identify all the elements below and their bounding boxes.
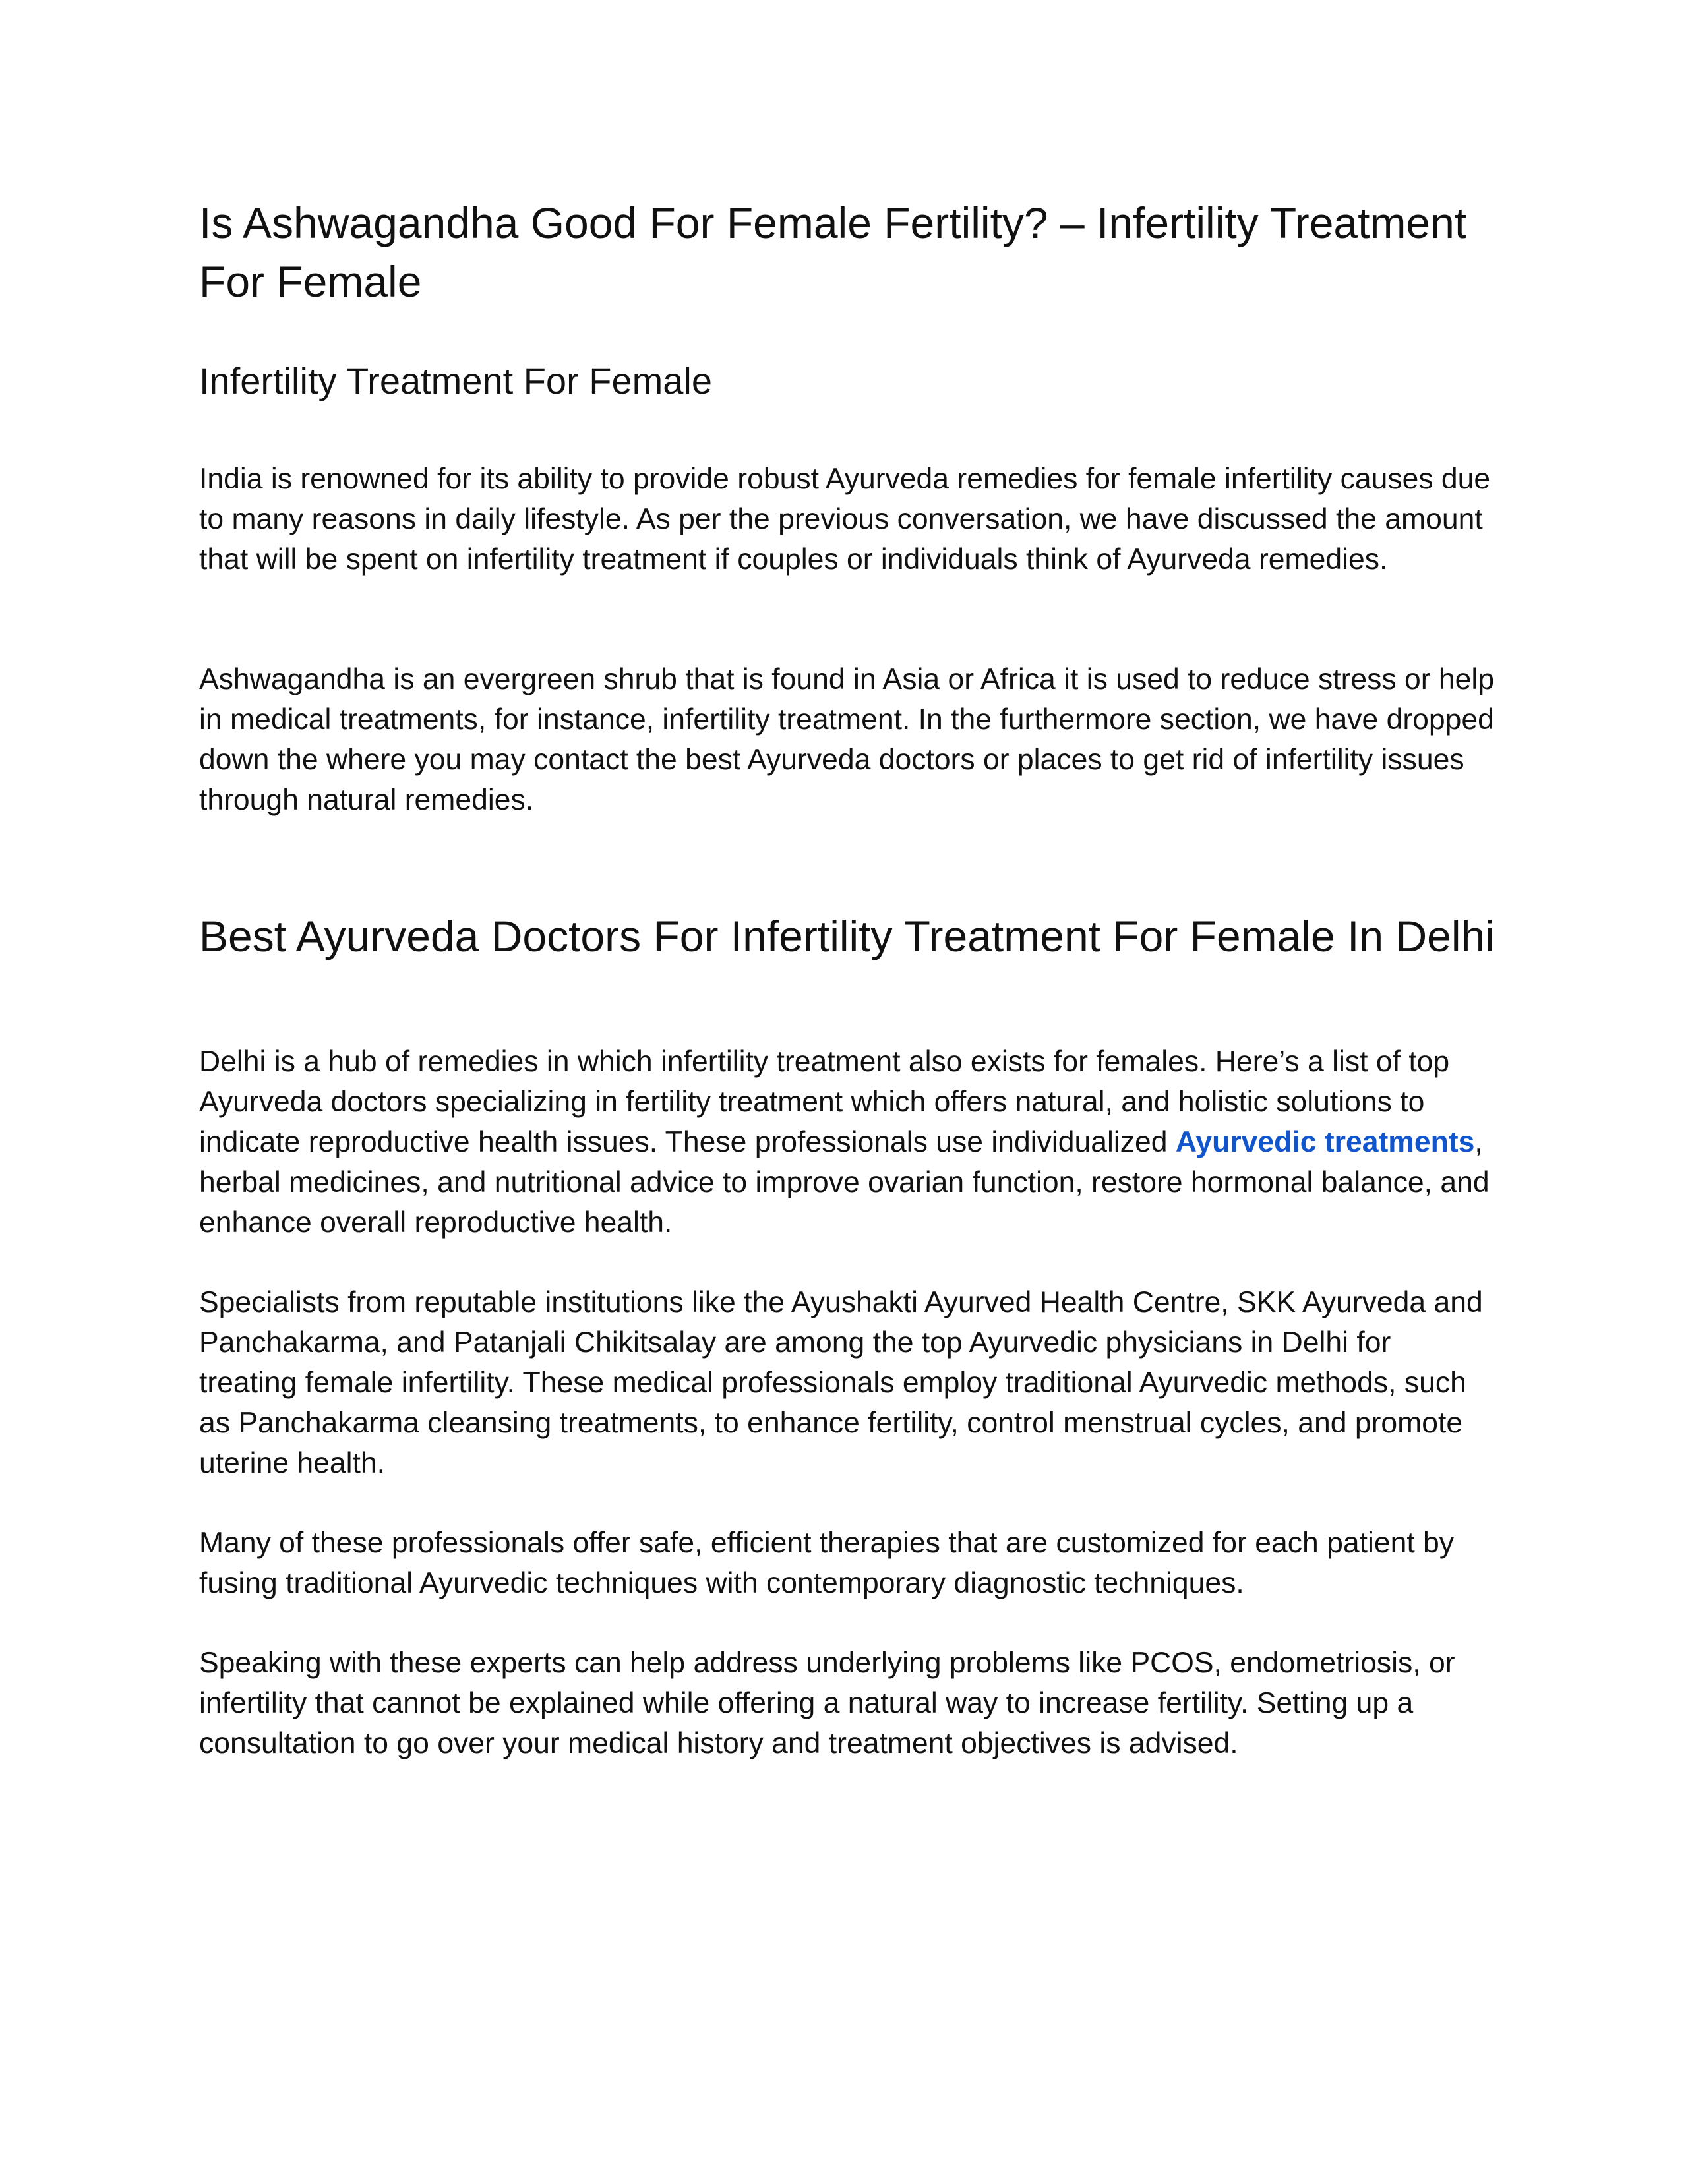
page-title: Is Ashwagandha Good For Female Fertility? – Infertility Treatment For Female xyxy=(199,198,1467,306)
intro-paragraph-2: Ashwagandha is an evergreen shrub that is found in Asia or Africa it is used to reduce stress or help in medical treatments, for instance, infertility treatment. In the furthermore section, we have dropped down the where you may contact the best Ayurveda doctors or places to get rid of infertility issues through natural remedies. xyxy=(199,663,1495,816)
subtitle-heading: Infertility Treatment For Female xyxy=(199,360,713,401)
section-heading: Best Ayurveda Doctors For Infertility Treatment For Female In Delhi xyxy=(199,912,1495,960)
consultation-paragraph: Speaking with these experts can help address underlying problems like PCOS, endometriosis, or infertility that cannot be explained while offering a natural way to increase fertility. Setting up a consultation to go over your medical history and treatment objectives is advised. xyxy=(199,1647,1455,1759)
delhi-text-after-link: , herbal medicines, and nutritional advice to improve ovarian function, restore hormonal balance, and enhance overall reproductive health. xyxy=(199,1126,1490,1239)
delhi-text-before-link: Delhi is a hub of remedies in which infertility treatment also exists for females. Here’s a list of top Ayurveda doctors specializing in fertility treatment which offers natural, and holistic solutions to indicate reproductive health issues. These professionals use individualized xyxy=(199,1046,1450,1158)
delhi-paragraph xyxy=(199,1042,1495,1243)
ayurvedic-treatments-link[interactable]: Ayurvedic treatments xyxy=(1175,1126,1475,1158)
intro-paragraph-1: India is renowned for its ability to provide robust Ayurveda remedies for female infertility causes due to many reasons in daily lifestyle. As per the previous conversation, we have discussed the amount that will be spent on infertility treatment if couples or individuals think of Ayurveda remedies. xyxy=(199,463,1491,576)
specialists-paragraph: Specialists from reputable institutions like the Ayushakti Ayurved Health Centre, SKK Ayurveda and Panchakarma, and Patanjali Chikitsalay are among the top Ayurvedic physicians in Delhi for treating female infertility. These medical professionals employ traditional Ayurvedic methods, such as Panchakarma cleansing treatments, to enhance fertility, control menstrual cycles, and promote uterine health. xyxy=(199,1286,1483,1479)
professionals-paragraph: Many of these professionals offer safe, efficient therapies that are customized for each patient by fusing traditional Ayurvedic techniques with contemporary diagnostic techniques. xyxy=(199,1527,1455,1599)
